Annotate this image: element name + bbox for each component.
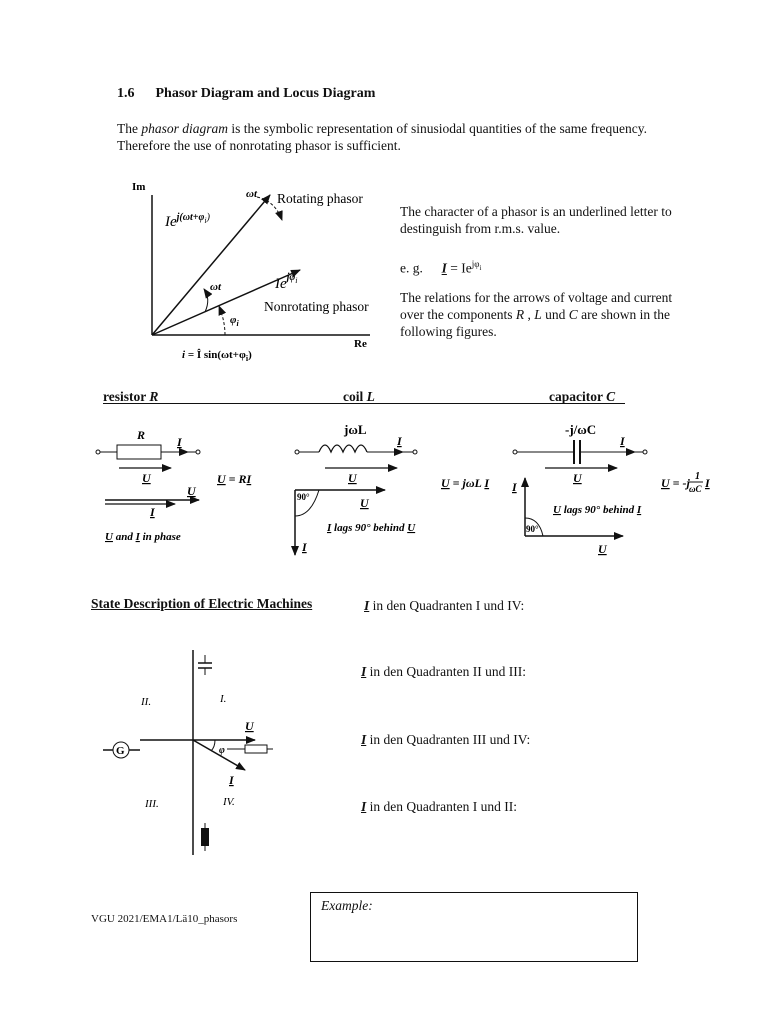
eg-rhs: = Ie — [446, 260, 472, 276]
coil-heading: coil L — [343, 389, 375, 404]
coil-phasor-u-label: U — [360, 496, 369, 510]
resistor-caption: U and I in phase — [105, 531, 181, 543]
capacitor-heading: capacitor C — [549, 389, 616, 404]
capacitor-figure — [505, 420, 725, 560]
phi-i-label: $\varphi_i$ — [230, 314, 239, 328]
capacitor-angle-label: 90° — [526, 524, 539, 534]
capacitor-phasor-i-label: I — [512, 480, 517, 494]
sine-equation: i = Î $\sin(\omega t+\varphi_i)$ — [182, 349, 252, 363]
capacitor-terminal-left — [513, 450, 517, 454]
capacitor-eq-denominator: ωC — [689, 484, 702, 494]
quadrant-1-label: I. — [220, 693, 227, 705]
relations-note: The relations for the arrows of voltage and current over the components R , L und C are shown in the following figures. — [400, 290, 673, 339]
coil-phasor-i-label: I — [302, 540, 307, 554]
capacitor-eq-current: I — [705, 476, 710, 490]
section-heading — [117, 86, 375, 102]
resistor-heading: resistor R — [103, 389, 159, 404]
quadrant-line-2: I in den Quadranten II und III: — [361, 664, 526, 679]
intro-prefix: The — [117, 121, 142, 136]
inductor-bottom-symbol — [201, 828, 209, 846]
voltage-label: U — [245, 719, 254, 733]
resistor-label: R — [137, 428, 146, 442]
section-number: 1.6 — [117, 86, 135, 101]
capacitor-eq-numerator: 1 — [695, 471, 700, 482]
machines-heading: State Description of Electric Machines — [91, 596, 313, 611]
capacitor-current-label: I — [620, 434, 625, 448]
coil-voltage-label: U — [348, 471, 357, 485]
phi-arc-quadrant — [211, 740, 215, 751]
capacitor-label: -j/ωC — [565, 422, 597, 437]
eg-prefix: e. g. — [400, 260, 423, 276]
coil-caption: I lags 90° behind U — [327, 522, 416, 534]
resistor-terminal-left — [96, 450, 100, 454]
capacitor-caption: U lags 90° behind I — [553, 504, 642, 516]
resistor-phasor-u-label: U — [187, 484, 196, 498]
section-title: Phasor Diagram and Locus Diagram — [155, 86, 376, 101]
phi-label: φ — [219, 745, 225, 756]
load-resistor-symbol — [245, 745, 267, 753]
phasor-example: e. g. $I = Ie^{j\varphi_i}$ — [400, 259, 482, 276]
phi-arc — [219, 306, 225, 335]
coil-figure — [285, 420, 505, 560]
coil-current-label: I — [397, 434, 402, 448]
intro-term: phasor diagram — [141, 121, 229, 136]
coil-terminal-right — [413, 450, 417, 454]
capacitor-equation: U = -j — [661, 476, 690, 490]
resistor-figure — [95, 420, 285, 550]
intro-paragraph — [117, 120, 677, 154]
coil-angle-label: 90° — [297, 492, 310, 502]
coil-label: jωL — [344, 422, 367, 437]
quadrant-diagram — [95, 645, 295, 860]
quadrant-line-1: I in den Quadranten I und IV: — [364, 598, 525, 613]
phasor-rotation-figure — [125, 175, 395, 375]
footer-reference: VGU 2021/EMA1/Lä10_phasors — [91, 913, 238, 925]
quadrant-3-label: III. — [145, 798, 159, 810]
quadrant-line-4: I in den Quadranten I und II: — [361, 799, 517, 814]
coil-terminal-left — [295, 450, 299, 454]
coil-symbol — [319, 445, 367, 452]
coil-equation: U = jωL I — [441, 476, 490, 490]
resistor-symbol — [117, 445, 161, 459]
phasor-note: The character of a phasor is an underlined letter to destinguish from r.m.s. value. — [400, 204, 672, 236]
example-box — [310, 892, 638, 962]
capacitor-phasor-u-label: U — [598, 542, 607, 556]
re-axis-label: Re — [354, 338, 367, 350]
resistor-phasor-i-label: I — [150, 505, 155, 519]
im-axis-label: Im — [132, 181, 146, 193]
current-label: I — [229, 773, 234, 787]
nonrotating-phasor-label: Nonrotating phasor — [264, 299, 369, 314]
capacitor-voltage-label: U — [573, 471, 582, 485]
quadrant-4-label: IV. — [223, 796, 235, 808]
resistor-terminal-right — [196, 450, 200, 454]
nonrotating-phasor-expression: $Ie^{j\varphi}_i$ — [275, 272, 298, 292]
omega-t-mid-label: ωt — [210, 281, 222, 293]
resistor-current-label: I — [177, 435, 182, 449]
intro-rest: is the symbolic representation of sinusiodal quantities of the same frequency. Therefore the use of nonrotating phasor is sufficient. — [117, 121, 648, 153]
quadrant-2-label: II. — [141, 696, 152, 708]
eg-phasor: I — [441, 260, 447, 276]
omega-t-arc — [204, 289, 208, 312]
resistor-equation: U = RI — [217, 472, 252, 486]
rotating-phasor-label: Rotating phasor — [277, 191, 363, 206]
rotating-phasor-expression: $Ie^{j(\omega t+\varphi}_i^)$ — [165, 212, 210, 230]
omega-t-top-label: ωt — [246, 188, 258, 200]
resistor-voltage-label: U — [142, 471, 151, 485]
example-label: Example: — [321, 898, 373, 913]
capacitor-terminal-right — [643, 450, 647, 454]
generator-label: G — [116, 745, 125, 757]
quadrant-line-3: I in den Quadranten III und IV: — [361, 732, 531, 747]
